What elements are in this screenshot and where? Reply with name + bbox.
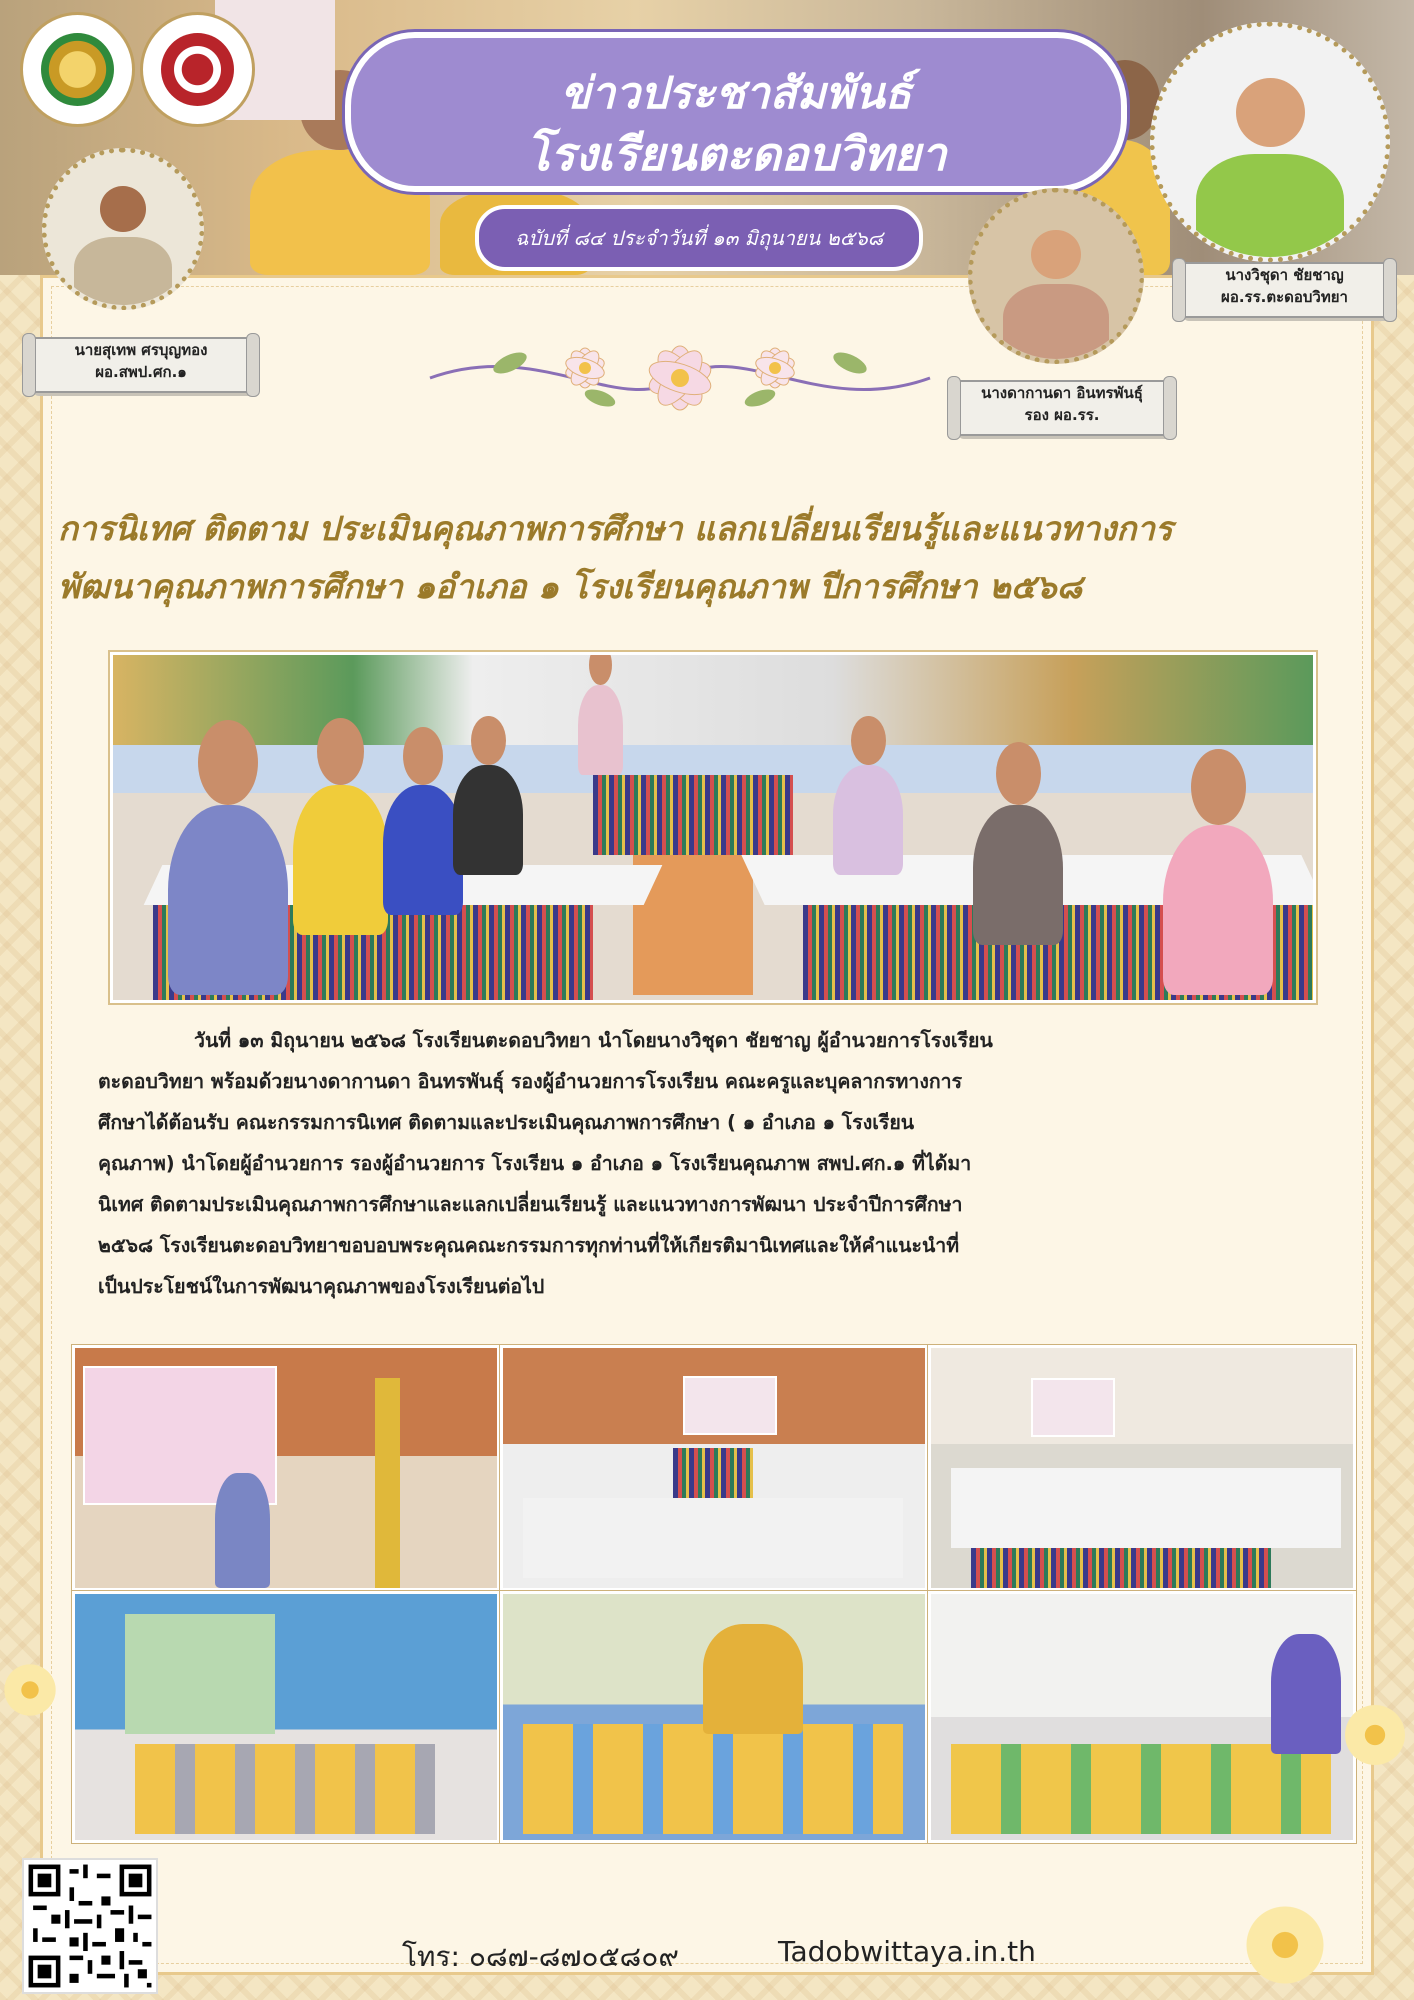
body-line: คุณภาพ) นำโดยผู้อำนวยการ รองผู้อำนวยการ โรงเรียน ๑ อำเภอ ๑ โรงเรียนคุณภาพ สพป.ศก.๑ ที่ได้มา: [98, 1152, 972, 1175]
director-caption: [1180, 262, 1389, 318]
body-line: ศึกษาได้ต้อนรับ คณะกรรมการนิเทศ ติดตามและประเมินคุณภาพการศึกษา ( ๑ อำเภอ ๑ โรงเรียน: [98, 1111, 915, 1134]
body-line: วันที่ ๑๓ มิถุนายน ๒๕๖๘ โรงเรียนตะดอบวิทยา นำโดยนางวิชุดา ชัยชาญ ผู้อำนวยการโรงเรียน: [194, 1029, 993, 1052]
obec-logo: [20, 12, 135, 127]
banner-title: ข่าวประชาสัมพันธ์: [560, 68, 912, 119]
gallery-photo: [72, 1345, 500, 1591]
main-meeting-photo: [110, 652, 1316, 1003]
website[interactable]: Tadobwittaya.in.th: [778, 1935, 1036, 1968]
flower-decoration: [0, 1660, 60, 1720]
qr-code: [22, 1858, 158, 1994]
gallery-photo: [500, 1591, 928, 1843]
deputy-director-photo: [968, 188, 1144, 364]
issue-label: ฉบับที่ ๘๔ ประจำวันที่ ๑๓ มิถุนายน ๒๕๖๘: [475, 205, 923, 271]
flower-decoration: [1340, 1700, 1410, 1770]
banner-school-name: โรงเรียนตะดอบวิทยา: [525, 127, 947, 181]
phone-number: โทร: ๐๘๗-๘๗๐๕๘๐๙: [402, 1940, 679, 1973]
director-photo: [1150, 22, 1390, 262]
news-banner: [345, 32, 1127, 192]
headline: [58, 500, 1388, 616]
article-body: [98, 1020, 1338, 1307]
supervisor-position: ผอ.สพป.ศก.๑: [95, 363, 187, 381]
body-line: นิเทศ ติดตามประเมินคุณภาพการศึกษาและแลกเปลี่ยนเรียนรู้ และแนวทางการพัฒนา ประจำปีการศึกษา: [98, 1193, 963, 1216]
headline-line-1: การนิเทศ ติดตาม ประเมินคุณภาพการศึกษา แลกเปลี่ยนเรียนรู้และแนวทางการ: [58, 509, 1173, 548]
school-logo: [140, 12, 255, 127]
flower-decoration: [1240, 1900, 1330, 1990]
deputy-caption: [955, 380, 1169, 436]
deputy-position: รอง ผอ.รร.: [1024, 406, 1100, 424]
gallery-photo: [928, 1345, 1356, 1591]
headline-line-2: พัฒนาคุณภาพการศึกษา ๑อำเภอ ๑ โรงเรียนคุณภาพ ปีการศึกษา ๒๕๖๘: [58, 567, 1083, 606]
body-line: เป็นประโยชน์ในการพัฒนาคุณภาพของโรงเรียนต่อไป: [98, 1275, 545, 1298]
body-line: ตะดอบวิทยา พร้อมด้วยนางดากานดา อินทรพันธุ์ รองผู้อำนวยการโรงเรียน คณะครูและบุคลากรทางการ: [98, 1070, 963, 1093]
director-position: ผอ.รร.ตะดอบวิทยา: [1221, 288, 1348, 306]
deputy-name: นางดากานดา อินทรพันธุ์: [981, 384, 1143, 402]
gallery-photo: [928, 1591, 1356, 1843]
gallery-photo: [72, 1591, 500, 1843]
supervisor-caption: [30, 337, 252, 393]
supervisor-photo: [42, 148, 204, 310]
floral-ornament: [420, 318, 940, 438]
body-line: ๒๕๖๘ โรงเรียนตะดอบวิทยาขอบอบพระคุณคณะกรรมการทุกท่านที่ให้เกียรติมานิเทศและให้คำแนะนำที่: [98, 1234, 960, 1257]
gallery-photo: [500, 1345, 928, 1591]
supervisor-name: นายสุเทพ ศรบุญทอง: [74, 341, 208, 359]
director-name: นางวิชุดา ชัยชาญ: [1225, 266, 1344, 284]
